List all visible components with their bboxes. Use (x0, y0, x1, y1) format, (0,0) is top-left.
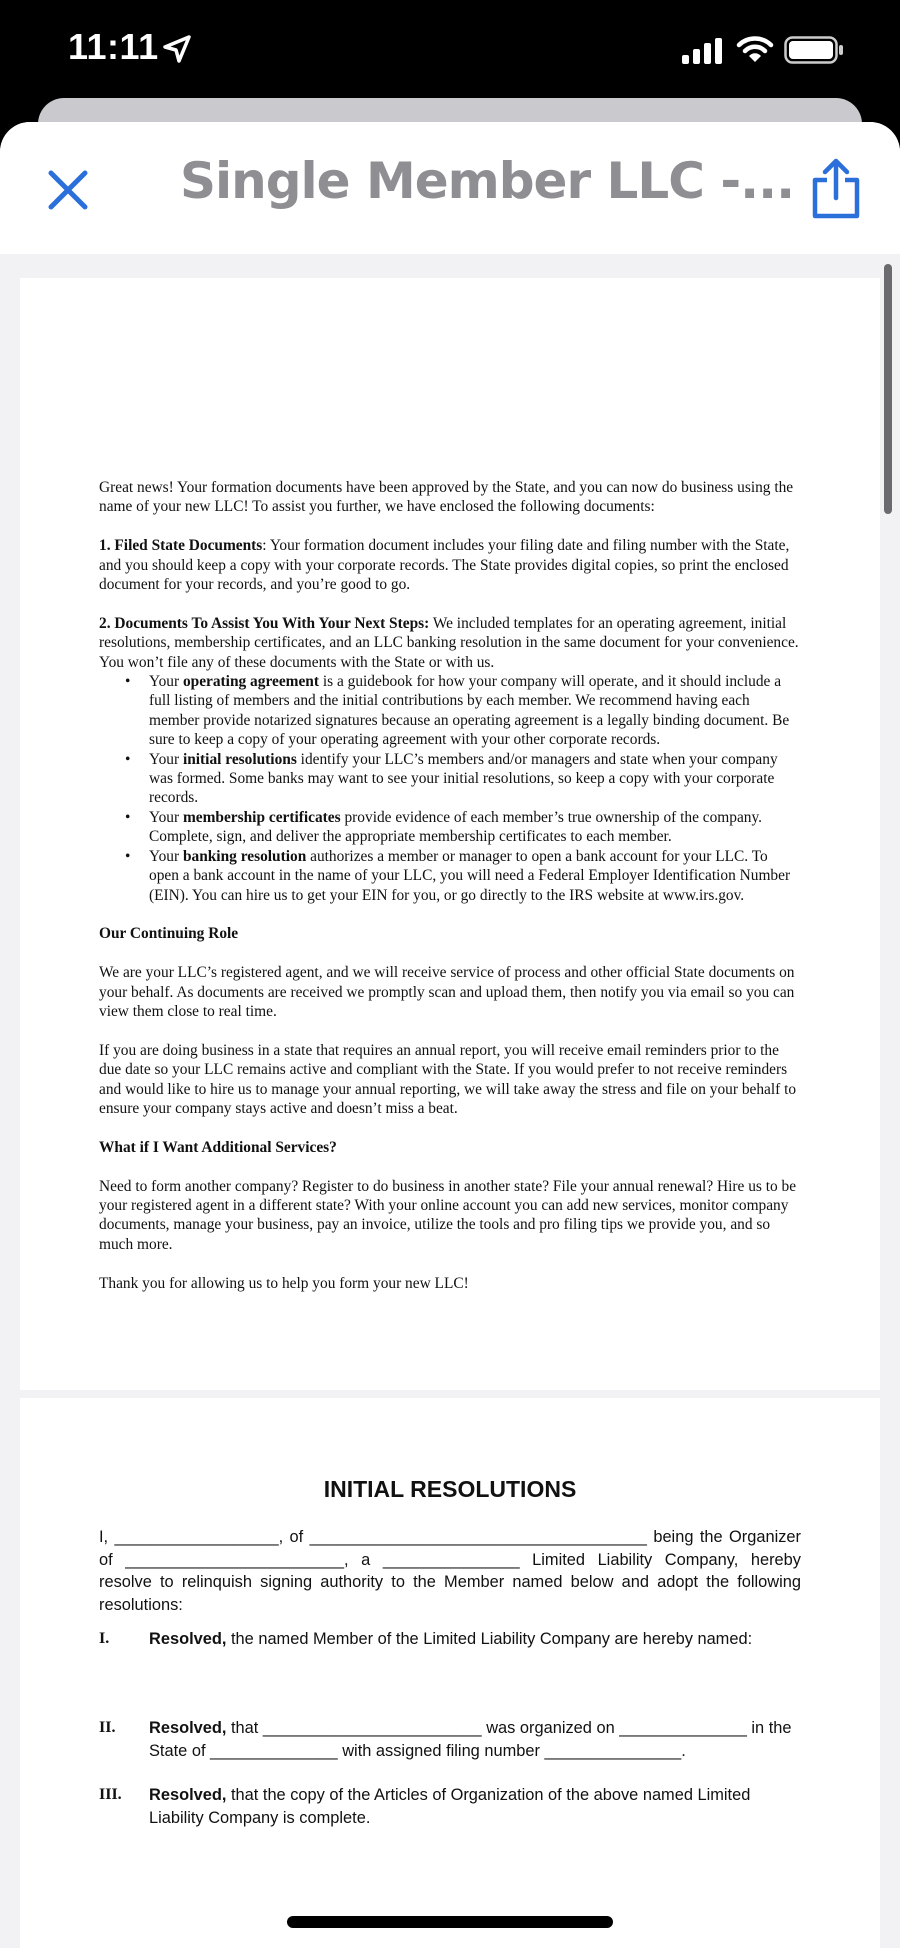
additional-services-paragraph: Need to form another company? Register to do business in another state? File your annual renewal? Hire us to be your registered agent in a different state? With your online account you can add new services, monitor company documents, manage your business, pay an invoice, utilize the tools and pro filing tips we provide you, and so much more. (99, 1177, 797, 1253)
status-time: 11:11 (68, 26, 159, 67)
bullet-text: authorizes a member or manager to open a bank account for your LLC. To open a bank account in the name of your LLC, you will need a Federal Employer Identification Number (EIN). You can hire us to get your EIN for you, or go directly to the IRS website at www.irs.gov. (149, 847, 791, 904)
filed-documents-heading: 1. Filed State Documents (99, 537, 263, 555)
resolution-keyword: Resolved, (149, 1719, 227, 1737)
home-indicator[interactable] (287, 1916, 613, 1928)
location-arrow-icon (162, 34, 192, 64)
nav-bar (0, 122, 900, 254)
resolution-number: III. (99, 1786, 122, 1803)
section-heading: Our Continuing Role (99, 925, 239, 943)
scrollbar[interactable] (884, 264, 892, 514)
section-heading: What if I Want Additional Services? (99, 1138, 337, 1156)
wifi-icon (736, 34, 774, 64)
bullet-keyword: initial resolutions (182, 750, 297, 768)
bullet-prefix: Your (149, 808, 183, 826)
resolution-body: that ________________________ was organized on ______________ in the State of ______________ with assigned filing number _______________. (149, 1719, 792, 1760)
cellular-signal-icon (682, 38, 724, 64)
bullet-keyword: membership certificates (182, 808, 341, 826)
list-item (149, 847, 801, 905)
resolution-number: II. (99, 1719, 116, 1736)
bullet-prefix: Your (149, 673, 183, 691)
list-item (149, 750, 801, 808)
closing-paragraph: Thank you for allowing us to help you form your new LLC! (99, 1274, 469, 1292)
bullet-text: is a guidebook for how your company will operate, and it should include a full listing of members and the initial contributions by each member. We recommend having each member provide notarized signatures because an operating agreement is a legally binding document. Be sure to keep a copy of your operating agreement with your other corporate records. (149, 673, 790, 749)
document-viewer-sheet (0, 122, 900, 1948)
intro-paragraph: Great news! Your formation documents have been approved by the State, and you can now do business using the name of your new LLC! To assist you further, we have enclosed the following documents: (99, 479, 794, 516)
close-icon (44, 166, 92, 214)
continuing-role-paragraph-1: We are your LLC’s registered agent, and we will receive service of process and other official State documents on your behalf. As documents are received we promptly scan and upload them, then notify you via email so you can view them close to real time. (99, 964, 795, 1020)
bullet-text: provide evidence of each member’s true ownership of the company. Complete, sign, and deliver the appropriate membership certificates to each member. (149, 808, 763, 846)
bullet-prefix: Your (149, 847, 183, 865)
bullet-text: identify your LLC’s members and/or managers and state when your company was formed. Some banks may want to see your initial resolutions, so keep a copy with your corporate records. (149, 750, 778, 807)
resolution-number: I. (99, 1630, 110, 1647)
resolution-keyword: Resolved, (149, 1630, 227, 1648)
resolution-text (149, 1717, 801, 1762)
bullet-prefix: Your (149, 750, 183, 768)
letter-body (99, 478, 801, 1312)
list-item (149, 672, 801, 750)
bullet-keyword: operating agreement (182, 673, 319, 691)
document-page-1 (20, 278, 880, 1390)
resolution-keyword: Resolved, (149, 1786, 227, 1804)
resolution-body: the named Member of the Limited Liability Company are hereby named: (226, 1630, 753, 1648)
share-icon (808, 158, 864, 220)
resolution-text (149, 1784, 801, 1829)
filed-documents-text: : Your formation document includes your filing date and filing number with the State, and you should keep a copy with your corporate records. The State provides digital copies, so print the enclosed document for your records, and you’re good to go. (99, 537, 790, 594)
resolution-text (149, 1628, 801, 1651)
resolutions-title: INITIAL RESOLUTIONS (323, 1476, 577, 1502)
document-title: Single Member LLC -... (180, 152, 795, 210)
next-steps-heading: 2. Documents To Assist You With Your Next Steps: (99, 614, 430, 632)
documents-list (99, 672, 801, 905)
next-steps-paragraph (99, 614, 801, 672)
continuing-role-paragraph-2: If you are doing business in a state that requires an annual report, you will receive email reminders prior to the due date so your LLC remains active and compliant with the State. If you would prefer to not receive reminders and would like to hire us to manage your annual reporting, we will take away the stress and file on your behalf to ensure your company stays active and doesn’t miss a beat. (99, 1041, 797, 1117)
share-button[interactable] (808, 158, 864, 220)
filed-documents-paragraph (99, 536, 801, 594)
additional-services-heading (99, 1138, 801, 1157)
list-item (149, 808, 801, 847)
next-steps-text: We included templates for an operating agreement, initial resolutions, membership certificates, and an LLC banking resolution in the same document for your convenience. You won’t file any of these documents with the State or with us. (99, 614, 799, 671)
resolutions-intro: I, __________________, of _____________________________________ being the Organizer of ________________________, a _______________ Limited Liability Company, hereby resolve to relinquish signing authority to the Member named below and adopt the following resolutions: (99, 1528, 801, 1614)
resolution-body: that the copy of the Articles of Organization of the above named Limited Liability Company is complete. (149, 1786, 751, 1827)
close-button[interactable] (44, 166, 92, 214)
bullet-keyword: banking resolution (182, 847, 307, 865)
document-page-2 (20, 1398, 880, 1948)
battery-icon (784, 36, 844, 64)
continuing-role-heading (99, 924, 801, 943)
